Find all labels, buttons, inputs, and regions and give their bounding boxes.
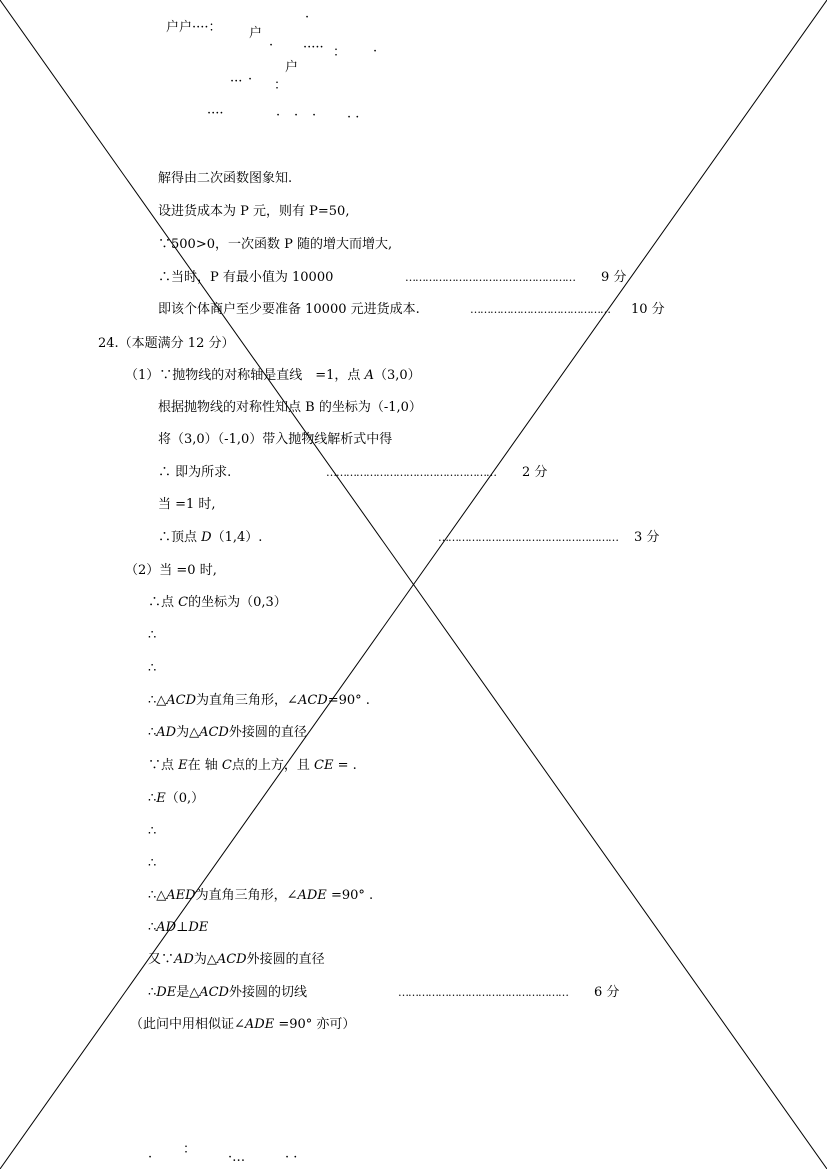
- fragment: ···: [230, 74, 243, 89]
- text-segment: ∵点: [148, 758, 179, 773]
- math-var: DE: [188, 920, 209, 935]
- question-header: 24.（本题满分 12 分）: [98, 336, 235, 351]
- text-line: ∴ 即为所求.: [158, 465, 232, 480]
- fragment: ·: [248, 72, 253, 87]
- fragment: ·: [269, 38, 274, 53]
- text-segment: （0,）: [165, 791, 205, 806]
- fragment: ：: [183, 1142, 197, 1157]
- text-line: ∴: [148, 824, 157, 839]
- math-var: AD: [156, 920, 177, 935]
- text-segment: ⊥: [176, 920, 189, 935]
- text-segment: （3,0）: [373, 368, 421, 383]
- score-label: 3 分: [634, 530, 660, 545]
- text-segment: 为直角三角形，∠: [196, 693, 298, 708]
- leader-dots: ………………………………………………: [438, 531, 618, 544]
- math-var: A: [364, 368, 374, 383]
- math-var: ACD: [199, 725, 229, 740]
- text-line: 当 =1 时,: [158, 497, 216, 512]
- math-var: D: [201, 530, 212, 545]
- text-line: 解得由二次函数图象知.: [158, 171, 293, 186]
- text-segment: 外接圆的切线: [228, 985, 307, 1000]
- text-line: [148, 888, 373, 904]
- text-segment: ∴△: [148, 888, 167, 903]
- math-var: E: [156, 791, 166, 806]
- text-line: [148, 952, 325, 968]
- text-segment: 为△: [176, 725, 200, 740]
- text-segment: 又∵: [148, 952, 175, 967]
- text-segment: 外接圆的直径: [228, 725, 307, 740]
- math-var: AD: [174, 952, 194, 967]
- text-segment: （1,4）.: [211, 530, 263, 545]
- math-var: ADE: [244, 1017, 275, 1032]
- math-var: AD: [156, 725, 177, 740]
- text-line: ∴当时，P 有最小值为 10000: [158, 270, 334, 285]
- text-line: ∴: [148, 856, 157, 871]
- text-segment: =90° .: [326, 888, 374, 903]
- fragment: ·: [373, 44, 378, 59]
- fragment: ·…: [228, 1150, 246, 1165]
- fragment: ：: [333, 45, 347, 60]
- text-line: ∵500>0，一次函数 P 随的增大而增大,: [158, 237, 393, 252]
- note-line: [130, 1017, 355, 1033]
- text-segment: ∴点: [148, 595, 179, 610]
- text-line: [148, 693, 370, 709]
- score-label: 2 分: [522, 465, 548, 480]
- leader-dots: ……………………………………: [470, 303, 610, 316]
- text-segment: 是△: [176, 985, 200, 1000]
- fragment: 户: [285, 60, 299, 75]
- text-segment: =90° .: [327, 693, 370, 708]
- math-var: ADE: [297, 888, 327, 903]
- text-line: 将（3,0）（-1,0）带入抛物线解析式中得: [158, 432, 393, 447]
- leader-dots: ……………………………………………: [326, 466, 496, 479]
- text-line: [148, 725, 307, 741]
- score-label: 10 分: [631, 302, 665, 317]
- text-line: 即该个体商户至少要准备 10000 元进货成本.: [158, 302, 420, 317]
- math-var: E: [178, 758, 188, 773]
- math-var: C: [221, 758, 232, 773]
- text-segment: ∴: [148, 725, 157, 740]
- text-line: [125, 368, 421, 384]
- text-line: ∴: [148, 628, 157, 643]
- text-segment: 为直角三角形，∠: [195, 888, 298, 903]
- text-line: [158, 530, 262, 546]
- text-line: [148, 791, 204, 807]
- text-segment: ∴: [148, 791, 157, 806]
- fragment: ·: [276, 108, 281, 123]
- text-segment: 在 轴: [187, 758, 222, 773]
- math-var: ACD: [297, 693, 328, 708]
- text-segment: =90° 亦可）: [274, 1017, 356, 1032]
- math-var: ACD: [216, 952, 247, 967]
- fragment: ·: [294, 108, 299, 123]
- text-segment: ∴顶点: [158, 530, 202, 545]
- text-segment: （1）∵抛物线的对称轴是直线 =1，点: [125, 368, 365, 383]
- text-line: ∴: [148, 661, 157, 676]
- text-line: [148, 985, 307, 1001]
- math-var: DE: [156, 985, 177, 1000]
- fragment: 户: [249, 26, 263, 41]
- text-segment: （此问中用相似证∠: [130, 1017, 245, 1032]
- text-segment: 为△: [193, 952, 217, 967]
- text-line: 根据抛物线的对称性知点 B 的坐标为（-1,0）: [158, 400, 422, 415]
- fragment: ：: [274, 78, 288, 93]
- text-segment: ∴△: [148, 693, 167, 708]
- text-segment: ∴: [148, 920, 157, 935]
- fragment: ····: [207, 106, 224, 121]
- score-label: 6 分: [594, 985, 620, 1000]
- fragment: ·: [312, 108, 317, 123]
- fragment: ·····: [303, 40, 324, 55]
- score-label: 9 分: [601, 270, 627, 285]
- text-line: [148, 758, 357, 774]
- fragment: ·: [148, 1150, 153, 1165]
- math-var: CE: [314, 758, 334, 773]
- part-header: （2）当 =0 时,: [125, 563, 217, 578]
- math-var: ACD: [166, 693, 197, 708]
- text-line: [148, 595, 287, 611]
- fragment: ·: [305, 10, 310, 25]
- text-line: [148, 920, 208, 936]
- math-var: AED: [166, 888, 196, 903]
- fragment: · ·: [347, 110, 360, 125]
- leader-dots: ……………………………………………: [405, 271, 575, 284]
- fragment: · ·: [285, 1150, 298, 1165]
- text-segment: 点的上方，且: [231, 758, 314, 773]
- text-segment: = .: [333, 758, 357, 773]
- text-segment: ∴: [148, 985, 157, 1000]
- text-segment: 的坐标为（0,3）: [188, 595, 287, 610]
- text-line: 设进货成本为 P 元，则有 P=50,: [158, 204, 350, 219]
- text-segment: 外接圆的直径: [246, 952, 325, 967]
- leader-dots: ……………………………………………: [398, 986, 568, 999]
- fragment: 户户····：: [166, 20, 222, 35]
- math-var: C: [178, 595, 189, 610]
- math-var: ACD: [199, 985, 229, 1000]
